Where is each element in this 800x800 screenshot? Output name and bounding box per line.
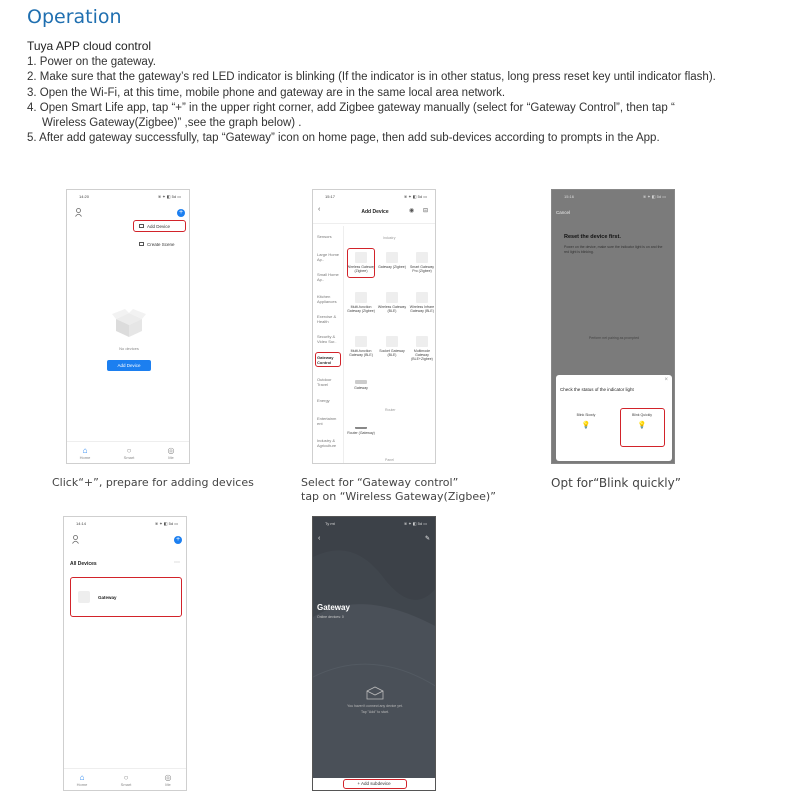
- pairing-text: Perform net pairing as prompted: [588, 336, 640, 340]
- caption-3: Opt for“Blink quickly”: [551, 476, 681, 490]
- nav-home[interactable]: [74, 773, 90, 787]
- status-icons: ※ ✦ ◧ 5d ▭: [157, 194, 181, 199]
- device-router[interactable]: [346, 418, 376, 435]
- all-devices-label: All Devices: [70, 561, 97, 567]
- indicator-sheet: [556, 375, 672, 461]
- device-gateway[interactable]: [346, 380, 376, 390]
- section-label: Router: [385, 408, 396, 412]
- bottom-nav: [67, 441, 189, 463]
- device-label: Multimode Gateway (BLE+Zigbee): [411, 349, 433, 362]
- step-4-continued: Wireless Gateway(Zigbee)” ,see the graph below) .: [42, 117, 302, 130]
- screenshot-all-devices: [63, 516, 187, 791]
- device-label: Wireless Gateway (Zigbee): [346, 265, 376, 274]
- category-item[interactable]: Outdoor Travel: [317, 377, 332, 387]
- online-count: Online devices: 0: [317, 615, 344, 619]
- step-2: 2. Make sure that the gateway’s red LED indicator is blinking (If the indicator is in other status, long press reset key until indicator flash).: [27, 71, 716, 84]
- device-label: Smart Gateway Pro (Zigbee): [409, 265, 435, 274]
- add-plus-icon[interactable]: +: [175, 536, 181, 543]
- section-subtitle: Tuya APP cloud control: [27, 39, 152, 53]
- me-icon: ◎: [164, 773, 172, 782]
- category-item[interactable]: Large Home Ap..: [317, 252, 340, 262]
- user-icon[interactable]: [72, 535, 79, 544]
- device-item[interactable]: [407, 252, 436, 273]
- home-icon: ⌂: [79, 773, 85, 782]
- category-item[interactable]: Entertainm ent: [317, 416, 337, 426]
- device-label: Gateway (Zigbee): [378, 265, 406, 269]
- empty-box-icon: [365, 685, 385, 701]
- reset-title: Reset the device first.: [564, 234, 621, 240]
- reset-text: Power on the device, make sure the indicator light is on and the red light is blinking.: [564, 245, 663, 254]
- empty-text: You haven’t connect any device yet.: [347, 704, 403, 708]
- scan-icon[interactable]: ◉: [409, 208, 415, 214]
- status-icons: ※ ✦ ◧ 5d ▭: [403, 194, 427, 199]
- status-time: 14:20: [79, 194, 90, 199]
- device-label: Gateway: [354, 386, 368, 390]
- status-time: Ty mt: [325, 521, 335, 526]
- close-icon[interactable]: ×: [664, 377, 668, 383]
- device-name: Gateway: [98, 595, 117, 600]
- device-item[interactable]: [377, 252, 407, 269]
- category-item[interactable]: Kitchen Appliances: [317, 294, 337, 304]
- category-item[interactable]: Small Home Ap..: [317, 272, 339, 282]
- nav-me-label: Me: [168, 455, 174, 460]
- device-item[interactable]: [407, 336, 436, 362]
- device-label: Wireless Gateway (BLE): [377, 305, 407, 314]
- nav-me-label: Me: [165, 782, 171, 787]
- menu-add-device-label: Add Device: [147, 224, 171, 229]
- status-icons: ※ ✦ ◧ 5d ▭: [642, 194, 666, 199]
- bulb-icon: 💡: [637, 422, 647, 429]
- add-plus-icon[interactable]: +: [178, 209, 184, 216]
- device-label: Multi-function Gateway (BLE): [349, 349, 373, 358]
- section-label: Industry: [383, 236, 396, 240]
- category-item-gateway[interactable]: Gateway Control: [317, 355, 334, 365]
- category-item[interactable]: Exercise & Health: [317, 314, 337, 324]
- highlight-box: [133, 220, 186, 232]
- section-label: Panel: [385, 458, 394, 462]
- nav-smart[interactable]: [121, 446, 137, 460]
- step-5: 5. After add gateway successfully, tap “Gateway” icon on home page, then add sub-devices according to prompts in the App.: [27, 132, 660, 145]
- add-subdevice-button[interactable]: + Add subdevice: [313, 778, 435, 790]
- status-icons: ※ ✦ ◧ 5d ▭: [403, 521, 427, 526]
- device-item[interactable]: [346, 292, 376, 313]
- back-icon[interactable]: ‹: [318, 535, 321, 542]
- status-time: 15:17: [325, 194, 336, 199]
- option-label: Blink Quickly: [631, 413, 653, 417]
- screenshot-add-device-list: [312, 189, 436, 464]
- device-item[interactable]: [377, 292, 407, 313]
- menu-create-scene-label: Create Scene: [147, 242, 175, 247]
- nav-me[interactable]: [160, 773, 176, 787]
- nav-home-label: Home: [79, 455, 91, 460]
- sheet-title: Check the status of the indicator light: [560, 387, 634, 392]
- category-item[interactable]: Energy: [317, 398, 330, 403]
- device-label: Router (Gateway): [347, 431, 375, 435]
- nav-home-label: Home: [76, 782, 88, 787]
- screenshot-gateway-page: [312, 516, 436, 791]
- screenshot-reset-device: [551, 189, 675, 464]
- nav-me[interactable]: [163, 446, 179, 460]
- caption-2a: Select for “Gateway control”: [301, 476, 459, 489]
- nav-home[interactable]: [77, 446, 93, 460]
- empty-box-illustration: [110, 307, 148, 339]
- page-title: Operation: [27, 6, 122, 28]
- step-4: 4. Open Smart Life app, tap “+” in the upper right corner, add Zigbee gateway manually (select for “Gateway Control”, then tap “: [27, 101, 675, 114]
- device-item[interactable]: [407, 292, 436, 313]
- caption-1: Click“+”, prepare for adding devices: [52, 476, 254, 489]
- smart-icon: ○: [126, 446, 132, 455]
- status-time: 15:16: [564, 194, 575, 199]
- more-icon[interactable]: ⋯: [174, 560, 180, 566]
- screenshot-home-add-device: [66, 189, 190, 464]
- highlight-box: [347, 248, 375, 278]
- category-item[interactable]: Sensors: [317, 234, 332, 239]
- category-item[interactable]: Industry & Agriculture: [317, 438, 337, 448]
- bottom-nav: [64, 768, 186, 790]
- nav-smart-label: Smart: [123, 455, 135, 460]
- option-label: Blink Slowly: [576, 413, 596, 417]
- category-item[interactable]: Security & Video Sur..: [317, 334, 337, 344]
- add-device-button[interactable]: Add Device: [107, 360, 151, 371]
- steps-list: [27, 55, 787, 147]
- gateway-title: Gateway: [317, 603, 350, 612]
- status-time: 14:14: [76, 521, 87, 526]
- home-icon: ⌂: [82, 446, 88, 455]
- edit-icon[interactable]: ✎: [424, 536, 430, 542]
- menu-create-scene[interactable]: [139, 242, 175, 247]
- device-label: Socket Gateway (BLE): [379, 349, 405, 358]
- option-blink-slowly[interactable]: [566, 413, 606, 435]
- no-devices-text: No devices: [119, 346, 139, 351]
- qr-icon[interactable]: ⊟: [423, 208, 429, 214]
- cancel-button[interactable]: Cancel: [556, 210, 571, 215]
- bulb-icon: 💡: [581, 422, 591, 429]
- header-title: Add Device: [361, 209, 389, 215]
- device-label: Wireless Infrare Gateway (BLE): [409, 305, 435, 314]
- caption-2b: tap on “Wireless Gateway(Zigbee)”: [301, 490, 496, 503]
- nav-smart-label: Smart: [120, 782, 132, 787]
- highlight-box: [315, 352, 341, 367]
- highlight-box: [343, 779, 407, 789]
- wave-background: [313, 517, 436, 791]
- device-item[interactable]: [346, 336, 376, 357]
- back-icon[interactable]: ‹: [318, 206, 321, 213]
- user-icon[interactable]: [75, 208, 82, 217]
- highlight-box: [70, 577, 182, 617]
- nav-smart[interactable]: [118, 773, 134, 787]
- device-item[interactable]: [377, 336, 407, 357]
- step-1: 1. Power on the gateway.: [27, 56, 156, 68]
- status-icons: ※ ✦ ◧ 5d ▭: [154, 521, 178, 526]
- step-3: 3. Open the Wi-Fi, at this time, mobile phone and gateway are in the same local area network.: [27, 86, 506, 99]
- smart-icon: ○: [123, 773, 129, 782]
- me-icon: ◎: [167, 446, 175, 455]
- device-label: Multi-function Gateway (Zigbee): [347, 305, 375, 314]
- empty-subtext: Tap "Add" to start.: [361, 710, 389, 714]
- highlight-box: [620, 408, 665, 447]
